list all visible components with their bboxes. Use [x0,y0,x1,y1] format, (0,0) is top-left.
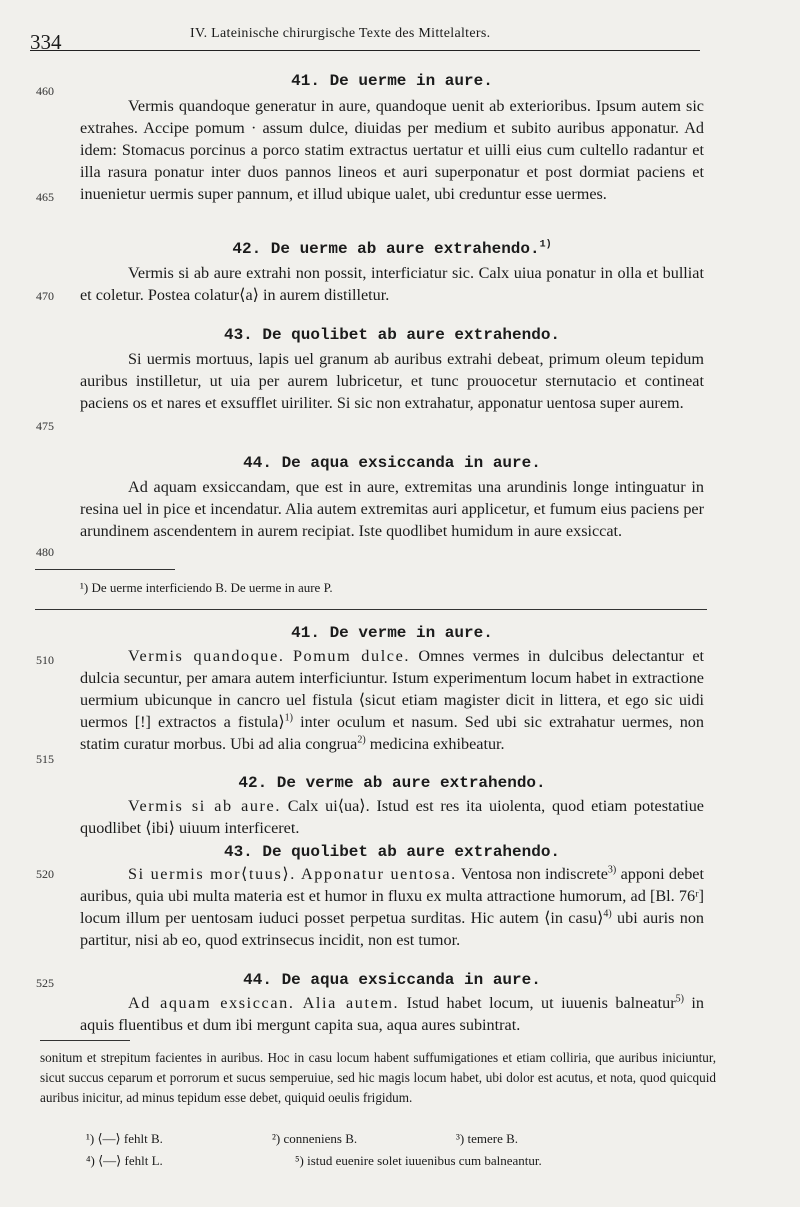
section-heading: 41. De uerme in aure. [291,72,493,90]
text: Ventosa non indiscrete [456,865,608,883]
section-heading: 42. De verme ab aure extrahendo. [238,774,546,792]
footnote: ¹) De uerme interficiendo B. De uerme in aure P. [80,580,333,595]
text: Istud habet locum, ut iuuenis balneatur [399,994,676,1012]
footnote-marker: 2) [357,734,366,746]
line-number: 525 [36,976,54,990]
footnote: ¹) ⟨—⟩ fehlt B. [86,1131,163,1146]
text: ubi auris non partitur, nisi ab eo, quod extrinsecus incidit, non est tumor. [80,908,705,949]
lemma: Pomum dulce. [292,647,411,665]
paragraph: Vermis quandoque generatur in aure, quandoque uenit ab exterioribus. Ipsum autem sic extrahes. Accipe pomum · assum dulce, diuidas per medium et subito auribus apponatur. Ad idem: Stomacus porcinus a porco statim extractus uertatur et uilli eius cum cultello radantur et illa rasura ponatur inter duos pannos lineos et auri superponatur et post dormiat paciens et inuenietur uermis super pannum, et illud ubique ualet, ubi creduntur esse uermes. [80,97,704,203]
line-number: 480 [36,545,54,559]
section-heading: 41. De verme in aure. [291,624,493,642]
footnote-rule [35,569,175,570]
text: medicina exhibeatur. [365,734,505,753]
footnote-marker: 4) [603,908,612,920]
footnote: ⁵) istud euenire solet iuuenibus cum balneantur. [295,1153,542,1168]
continued-note: sonitum et strepitum facientes in auribus. Hoc in casu locum habent suffumigationes et etiam colliria, que auribus iniciuntur, sicut succus ceparum et porrorum et sucus semperuiue, sed hic magis locum habet, ubi dolor est acutus, et nota, quod quicquid auribus inicitur, ad minus tepidum esse debet, quiquid oeulis frigidum. [40,1050,716,1105]
line-number: 460 [36,84,54,98]
heading-text: 42. De uerme ab aure extrahendo. [232,240,540,258]
line-number: 475 [36,419,54,433]
paragraph [80,864,704,952]
lemma: Ad aquam exsiccan. Alia autem. [128,994,400,1012]
paragraph: Vermis si ab aure extrahi non possit, interficiatur sic. Calx uiua ponatur in olla et bulliat et coletur. Postea colatur⟨a⟩ in aurem distilletur. [80,264,704,304]
footnote: ⁴) ⟨—⟩ fehlt L. [86,1153,163,1168]
page-header [30,24,700,54]
paragraph [80,796,704,840]
line-number: 515 [36,752,54,766]
line-number: 520 [36,867,54,881]
text: in aquis fluentibus et dum ibi mergunt capita sua, aqua aures subintrat. [80,994,705,1034]
lemma: Vermis si ab aure. [128,797,281,815]
footnote-rule [40,1040,130,1041]
paragraph [80,993,704,1037]
text: Omnes vermes in dulcibus delectantur et dulcia secuntur, per amara autem interficiuntur. Istum experimentum locum habet in extractione uermium ubicunque in cancro uel fistula ⟨sicut etiam magister dicit in littera, et ego sic uidi uermos [!] extractos a fistula⟩ [80,647,705,731]
section-heading: 44. De aqua exsiccanda in aure. [243,971,541,989]
paragraph: Si uermis mortuus, lapis uel granum ab auribus extrahi debeat, primum oleum tepidum auribus instilletur, ut uia per aurem lubricetur, et tunc prouocetur sternutacio et contineat paciens os et nares et exsufflet uiriliter. Si sic non extrahatur, apponatur uentosa super aurem. [80,350,704,412]
section-heading: 43. De quolibet ab aure extrahendo. [223,326,561,344]
line-number: 465 [36,190,54,204]
footnote-marker: 3) [607,864,617,876]
page-number: 334 [30,30,62,54]
paragraph [80,646,704,756]
section-heading: 44. De aqua exsiccanda in aure. [243,454,541,472]
footnote-marker: 5) [675,993,684,1005]
line-number: 510 [36,653,54,667]
running-title: IV. Lateinische chirurgische Texte des Mittelalters. [190,26,491,41]
text: Calx ui⟨ua⟩. Istud est res ita uiolenta, quod etiam potestatiue quodlibet ⟨ibi⟩ uiuum interficeret. [80,797,704,837]
text: inter oculum et nasum. Sed ubi sic extrahatur uermes, non statim curatur morbus. Ubi ad alia congrua [80,712,704,753]
paragraph: Ad aquam exsiccandam, que est in aure, extremitas una arundinis longe intinguatur in resina uel in pice et incendatur. Alia autem extremitas auri applicetur, et fumum eius paciens per arundinem ascendentem in aurem recipiat. Iste quodlibet humidum in aure exsiccat. [80,478,704,540]
footnote: ³) temere B. [456,1131,519,1146]
line-number: 470 [36,289,54,303]
footnote: ²) conneniens B. [272,1131,358,1146]
footnote-marker: 1) [539,239,552,251]
text: apponi debet auribus, quia ubi multa materia est et humor in fluxu ex multa attractione humorum, ad [Bl. 76ʳ] locum illum per uentosam iuduci posset perpetua surditas. Hic autem ⟨in casu⟩ [80,865,704,927]
footnote-marker: 1) [284,712,294,724]
lemma: Vermis quandoque. [128,647,285,665]
section-divider [35,609,707,610]
section-heading [80,240,704,258]
lemma: Si uermis mor⟨tuus⟩. Apponatur uentosa. [128,865,457,883]
section-heading: 43. De quolibet ab aure extrahendo. [223,843,561,861]
